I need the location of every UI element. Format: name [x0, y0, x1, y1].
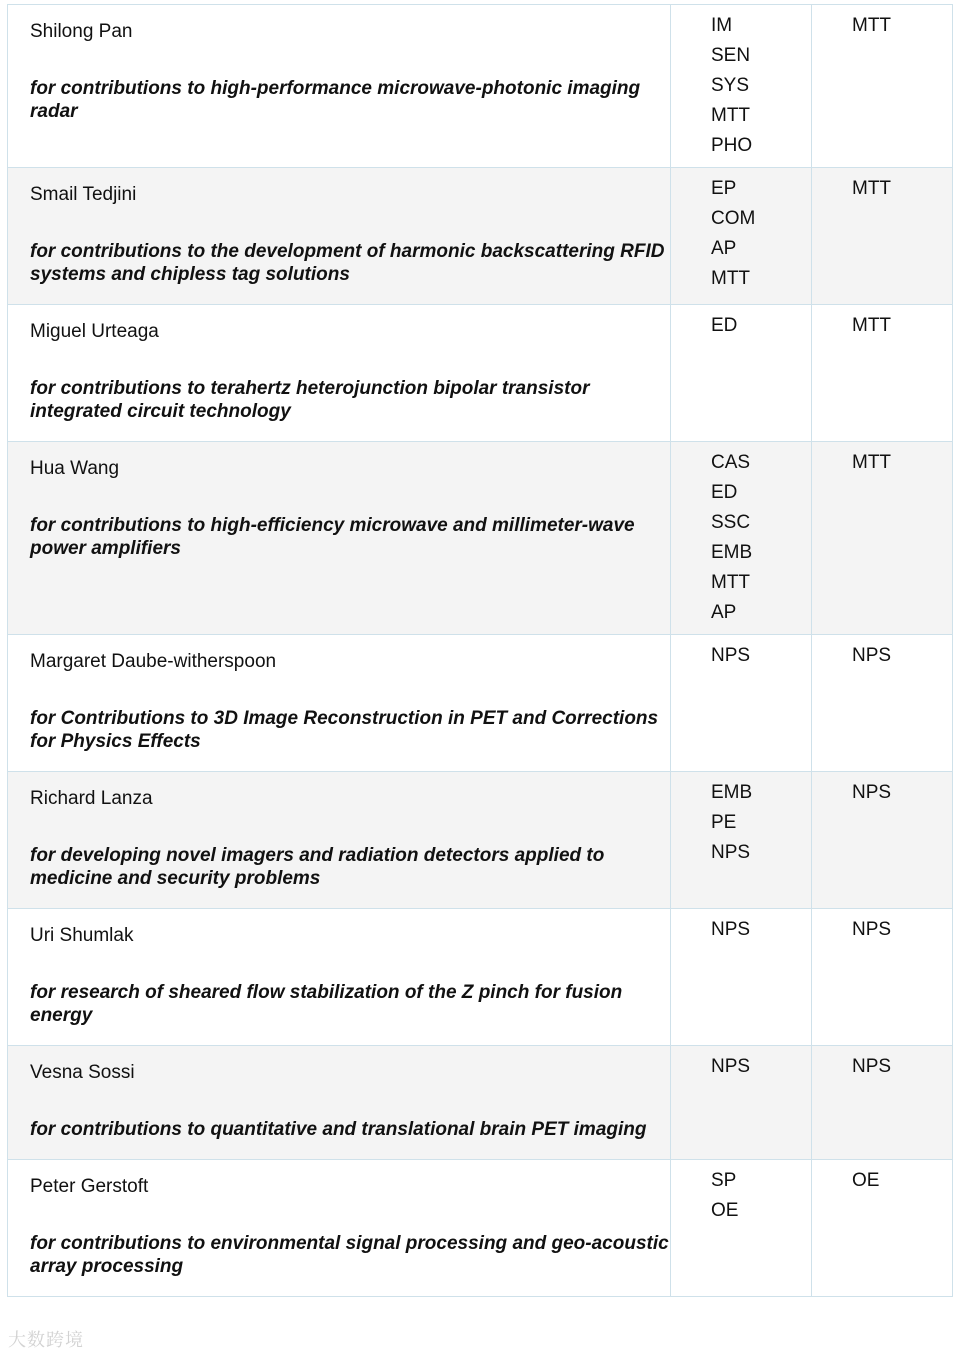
- societies-cell: [671, 635, 812, 772]
- fellows-table: [7, 4, 953, 1297]
- table-row: [8, 168, 953, 305]
- societies-cell: [671, 442, 812, 635]
- evaluating-society-cell: [812, 1160, 953, 1297]
- society-item: PE: [711, 812, 737, 833]
- society-item: EMB: [711, 782, 753, 803]
- table-row: [8, 1046, 953, 1160]
- table-row: [8, 5, 953, 168]
- society-list: [671, 635, 811, 677]
- fellow-cell: [8, 305, 671, 442]
- fellow-citation: for contributions to quantitative and translational brain PET imaging: [30, 1119, 647, 1140]
- fellow-citation: for contributions to terahertz heterojunction bipolar transistor integrated circuit technology: [30, 378, 590, 422]
- evaluating-society-cell: [812, 772, 953, 909]
- society-item: SSC: [711, 512, 751, 533]
- fellow-name: Peter Gerstoft: [30, 1176, 149, 1197]
- evaluating-society-cell: [812, 442, 953, 635]
- society-item: OE: [711, 1200, 739, 1221]
- fellow-citation: for Contributions to 3D Image Reconstruction in PET and Corrections for Physics Effects: [30, 708, 659, 752]
- fellow-cell: [8, 5, 671, 168]
- watermark: 大数跨境: [8, 1330, 84, 1350]
- fellow-cell: [8, 909, 671, 1046]
- society-item: AP: [711, 602, 737, 623]
- fellow-name: Margaret Daube-witherspoon: [30, 651, 277, 672]
- table-row: [8, 772, 953, 909]
- society-item: NPS: [711, 842, 751, 863]
- societies-cell: [671, 305, 812, 442]
- society-item: SEN: [711, 45, 751, 66]
- societies-cell: [671, 772, 812, 909]
- society-item: CAS: [711, 452, 751, 473]
- societies-cell: [671, 1046, 812, 1160]
- society-item: PHO: [711, 135, 753, 156]
- evaluating-society: NPS: [852, 1056, 892, 1077]
- fellow-citation: for contributions to the development of harmonic backscattering RFID systems and chipless tag solutions: [30, 241, 665, 285]
- society-item: NPS: [711, 1056, 751, 1077]
- society-item: EMB: [711, 542, 753, 563]
- society-item: NPS: [711, 919, 751, 940]
- evaluating-society-cell: [812, 168, 953, 305]
- society-list: [671, 5, 811, 167]
- evaluating-society-cell: [812, 1046, 953, 1160]
- fellow-name: Smail Tedjini: [30, 184, 137, 205]
- society-item: EP: [711, 178, 737, 199]
- evaluating-society-cell: [812, 635, 953, 772]
- fellow-citation: for contributions to high-performance microwave-photonic imaging radar: [30, 78, 641, 122]
- table-row: [8, 635, 953, 772]
- societies-cell: [671, 1160, 812, 1297]
- fellow-cell: [8, 1160, 671, 1297]
- evaluating-society-cell: [812, 5, 953, 168]
- societies-cell: [671, 909, 812, 1046]
- fellows-table-body: [8, 5, 953, 1297]
- society-list: [671, 168, 811, 300]
- evaluating-society-cell: [812, 305, 953, 442]
- society-list: [671, 909, 811, 951]
- society-list: [671, 772, 811, 874]
- society-item: IM: [711, 15, 733, 36]
- society-item: AP: [711, 238, 737, 259]
- evaluating-society-cell: [812, 909, 953, 1046]
- evaluating-society: NPS: [852, 919, 892, 940]
- fellow-citation: for contributions to high-efficiency microwave and millimeter-wave power amplifiers: [30, 515, 635, 559]
- fellow-cell: [8, 168, 671, 305]
- society-list: [671, 305, 811, 347]
- society-item: SP: [711, 1170, 737, 1191]
- fellow-name: Hua Wang: [30, 458, 120, 479]
- society-item: MTT: [711, 572, 751, 593]
- fellow-name: Vesna Sossi: [30, 1062, 135, 1083]
- fellow-name: Richard Lanza: [30, 788, 153, 809]
- fellow-cell: [8, 772, 671, 909]
- society-list: [671, 442, 811, 634]
- table-row: [8, 442, 953, 635]
- evaluating-society: MTT: [852, 452, 892, 473]
- society-item: MTT: [711, 105, 751, 126]
- evaluating-society: NPS: [852, 645, 892, 666]
- society-list: [671, 1160, 811, 1232]
- fellow-citation: for research of sheared flow stabilization of the Z pinch for fusion energy: [30, 982, 623, 1026]
- evaluating-society: NPS: [852, 782, 892, 803]
- evaluating-society: MTT: [852, 315, 892, 336]
- fellow-name: Uri Shumlak: [30, 925, 134, 946]
- societies-cell: [671, 168, 812, 305]
- societies-cell: [671, 5, 812, 168]
- evaluating-society: MTT: [852, 178, 892, 199]
- table-row: [8, 1160, 953, 1297]
- fellow-cell: [8, 1046, 671, 1160]
- fellow-cell: [8, 442, 671, 635]
- table-row: [8, 909, 953, 1046]
- society-item: NPS: [711, 645, 751, 666]
- society-item: MTT: [711, 268, 751, 289]
- fellow-citation: for developing novel imagers and radiation detectors applied to medicine and security problems: [30, 845, 605, 889]
- evaluating-society: MTT: [852, 15, 892, 36]
- fellow-citation: for contributions to environmental signal processing and geo-acoustic array processing: [30, 1233, 669, 1277]
- fellow-cell: [8, 635, 671, 772]
- society-list: [671, 1046, 811, 1088]
- society-item: ED: [711, 482, 738, 503]
- fellow-name: Shilong Pan: [30, 21, 133, 42]
- evaluating-society: OE: [852, 1170, 880, 1191]
- society-item: COM: [711, 208, 756, 229]
- society-item: SYS: [711, 75, 750, 96]
- fellow-name: Miguel Urteaga: [30, 321, 159, 342]
- society-item: ED: [711, 315, 738, 336]
- table-row: [8, 305, 953, 442]
